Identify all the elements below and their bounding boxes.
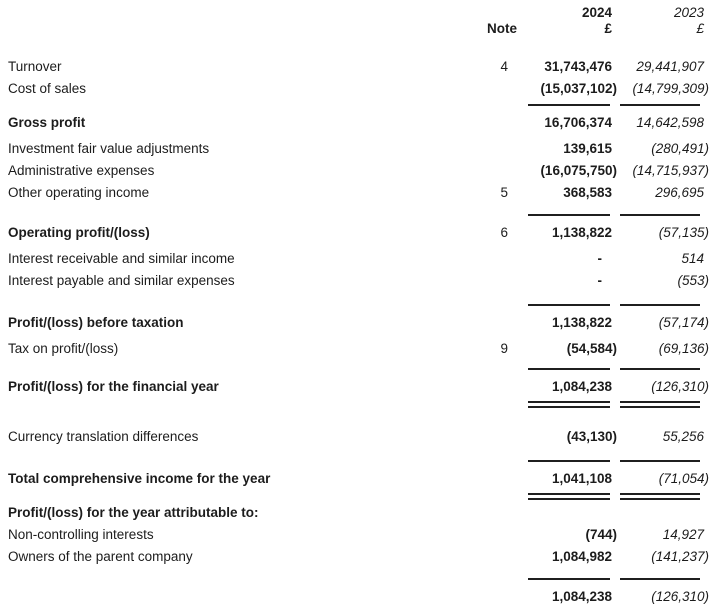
- value-2023: (14,715,937): [632, 163, 709, 178]
- single-rule: [0, 574, 710, 586]
- column-rule: [528, 104, 610, 106]
- value-2024: (15,037,102): [540, 81, 617, 96]
- column-rule: [620, 578, 700, 580]
- value-2023: (57,174): [658, 315, 709, 330]
- row-label: Turnover: [8, 59, 62, 74]
- value-2023: (553): [677, 273, 709, 288]
- row-label: Other operating income: [8, 185, 150, 200]
- table-header-units: [0, 21, 710, 37]
- value-2023: (14,799,309): [632, 81, 709, 96]
- column-rule: [620, 460, 700, 462]
- column-year-2024: 2024: [581, 5, 612, 20]
- row-label: Profit/(loss) before taxation: [8, 315, 184, 330]
- row-label: Interest receivable and similar income: [8, 251, 235, 266]
- value-2024: 1,041,108: [551, 471, 612, 486]
- row-gross-profit: [0, 112, 710, 134]
- note-ref: [471, 270, 517, 292]
- column-double-rule: [528, 493, 610, 500]
- single-rule: [0, 364, 710, 376]
- row-tax-on-profit: [0, 338, 710, 360]
- row-label: Profit/(loss) for the financial year: [8, 379, 219, 394]
- single-rule: [0, 100, 710, 112]
- value-2023: 14,927: [662, 527, 704, 542]
- value-2023: 296,695: [655, 185, 704, 200]
- row-interest-payable: [0, 270, 710, 292]
- column-double-rule: [620, 493, 700, 500]
- row-turnover: [0, 56, 710, 78]
- row-total-comprehensive-income: [0, 468, 710, 490]
- column-currency-2023: £: [696, 21, 704, 36]
- value-2023: 29,441,907: [636, 59, 704, 74]
- note-ref: 9: [500, 341, 508, 356]
- column-rule: [528, 368, 610, 370]
- column-rule: [620, 304, 700, 306]
- row-attributable-total: [0, 586, 710, 608]
- column-year-2023: 2023: [673, 5, 704, 20]
- row-interest-receivable: [0, 248, 710, 270]
- note-ref: [471, 586, 517, 608]
- value-2024: -: [597, 251, 602, 266]
- value-2024: 1,084,238: [551, 379, 612, 394]
- column-currency-2024: £: [604, 21, 612, 36]
- single-rule: [0, 300, 710, 312]
- value-2024: 16,706,374: [544, 115, 612, 130]
- row-label: Total comprehensive income for the year: [8, 471, 271, 486]
- value-2024: (16,075,750): [540, 163, 617, 178]
- column-rule: [620, 104, 700, 106]
- value-2023: 55,256: [662, 429, 704, 444]
- note-ref: [471, 468, 517, 490]
- row-label: Tax on profit/(loss): [8, 341, 119, 356]
- row-owners-parent-company: [0, 546, 710, 568]
- note-ref: 6: [500, 225, 508, 240]
- row-label: Investment fair value adjustments: [8, 141, 210, 156]
- column-double-rule: [620, 401, 700, 408]
- value-2024: 1,084,982: [551, 549, 612, 564]
- note-ref: [471, 312, 517, 334]
- double-rule: [0, 398, 710, 410]
- note-ref: [471, 426, 517, 448]
- row-other-operating-income: [0, 182, 710, 204]
- column-rule: [620, 214, 700, 216]
- row-label: Administrative expenses: [8, 163, 155, 178]
- row-label: [0, 586, 471, 608]
- column-rule: [620, 368, 700, 370]
- value-2024: 368,583: [563, 185, 612, 200]
- spacer: [0, 292, 710, 300]
- column-rule: [528, 214, 610, 216]
- column-note-header: Note: [487, 21, 517, 36]
- value-2024: 1,084,238: [551, 589, 612, 604]
- row-label: Profit/(loss) for the year attributable to:: [8, 505, 259, 520]
- row-currency-translation: [0, 426, 710, 448]
- row-investment-fair-value: [0, 138, 710, 160]
- note-ref: 5: [500, 185, 508, 200]
- value-2024: 1,138,822: [551, 225, 612, 240]
- note-ref: [471, 376, 517, 398]
- value-2024: -: [597, 273, 602, 288]
- spacer: [0, 37, 710, 56]
- note-ref: [471, 546, 517, 568]
- row-label: Owners of the parent company: [8, 549, 193, 564]
- column-rule: [528, 460, 610, 462]
- note-ref: [471, 78, 517, 100]
- single-rule: [0, 456, 710, 468]
- note-ref: 4: [500, 59, 508, 74]
- column-rule: [528, 578, 610, 580]
- value-2023: (126,310): [651, 589, 709, 604]
- note-ref: [471, 160, 517, 182]
- row-label: Gross profit: [8, 115, 86, 130]
- value-2023: (280,491): [651, 141, 709, 156]
- row-label: Currency translation differences: [8, 429, 199, 444]
- value-2024: 31,743,476: [544, 59, 612, 74]
- row-label: Operating profit/(loss): [8, 225, 150, 240]
- value-2024: (744): [585, 527, 617, 542]
- note-ref: [471, 138, 517, 160]
- row-non-controlling-interests: [0, 524, 710, 546]
- single-rule: [0, 210, 710, 222]
- value-2023: (71,054): [658, 471, 709, 486]
- row-attributable-heading: [0, 502, 710, 524]
- value-2024: (43,130): [566, 429, 617, 444]
- value-2024: 1,138,822: [551, 315, 612, 330]
- row-administrative-expenses: [0, 160, 710, 182]
- row-label: Non-controlling interests: [8, 527, 154, 542]
- column-rule: [528, 304, 610, 306]
- note-ref: [471, 524, 517, 546]
- value-2023: 14,642,598: [636, 115, 704, 130]
- double-rule: [0, 490, 710, 502]
- note-ref: [471, 248, 517, 270]
- value-2023: (141,237): [651, 549, 709, 564]
- row-cost-of-sales: [0, 78, 710, 100]
- row-profit-before-taxation: [0, 312, 710, 334]
- table-header-years: [0, 5, 710, 21]
- value-2023: (57,135): [658, 225, 709, 240]
- row-label: Cost of sales: [8, 81, 87, 96]
- column-double-rule: [528, 401, 610, 408]
- spacer: [0, 410, 710, 426]
- value-2023: (69,136): [658, 341, 709, 356]
- value-2024: (54,584): [566, 341, 617, 356]
- value-2023: 514: [681, 251, 704, 266]
- row-operating-profit: [0, 222, 710, 244]
- value-2023: (126,310): [651, 379, 709, 394]
- spacer: [0, 448, 710, 456]
- row-profit-for-financial-year: [0, 376, 710, 398]
- value-2024: 139,615: [563, 141, 612, 156]
- row-label: Interest payable and similar expenses: [8, 273, 235, 288]
- note-ref: [471, 112, 517, 134]
